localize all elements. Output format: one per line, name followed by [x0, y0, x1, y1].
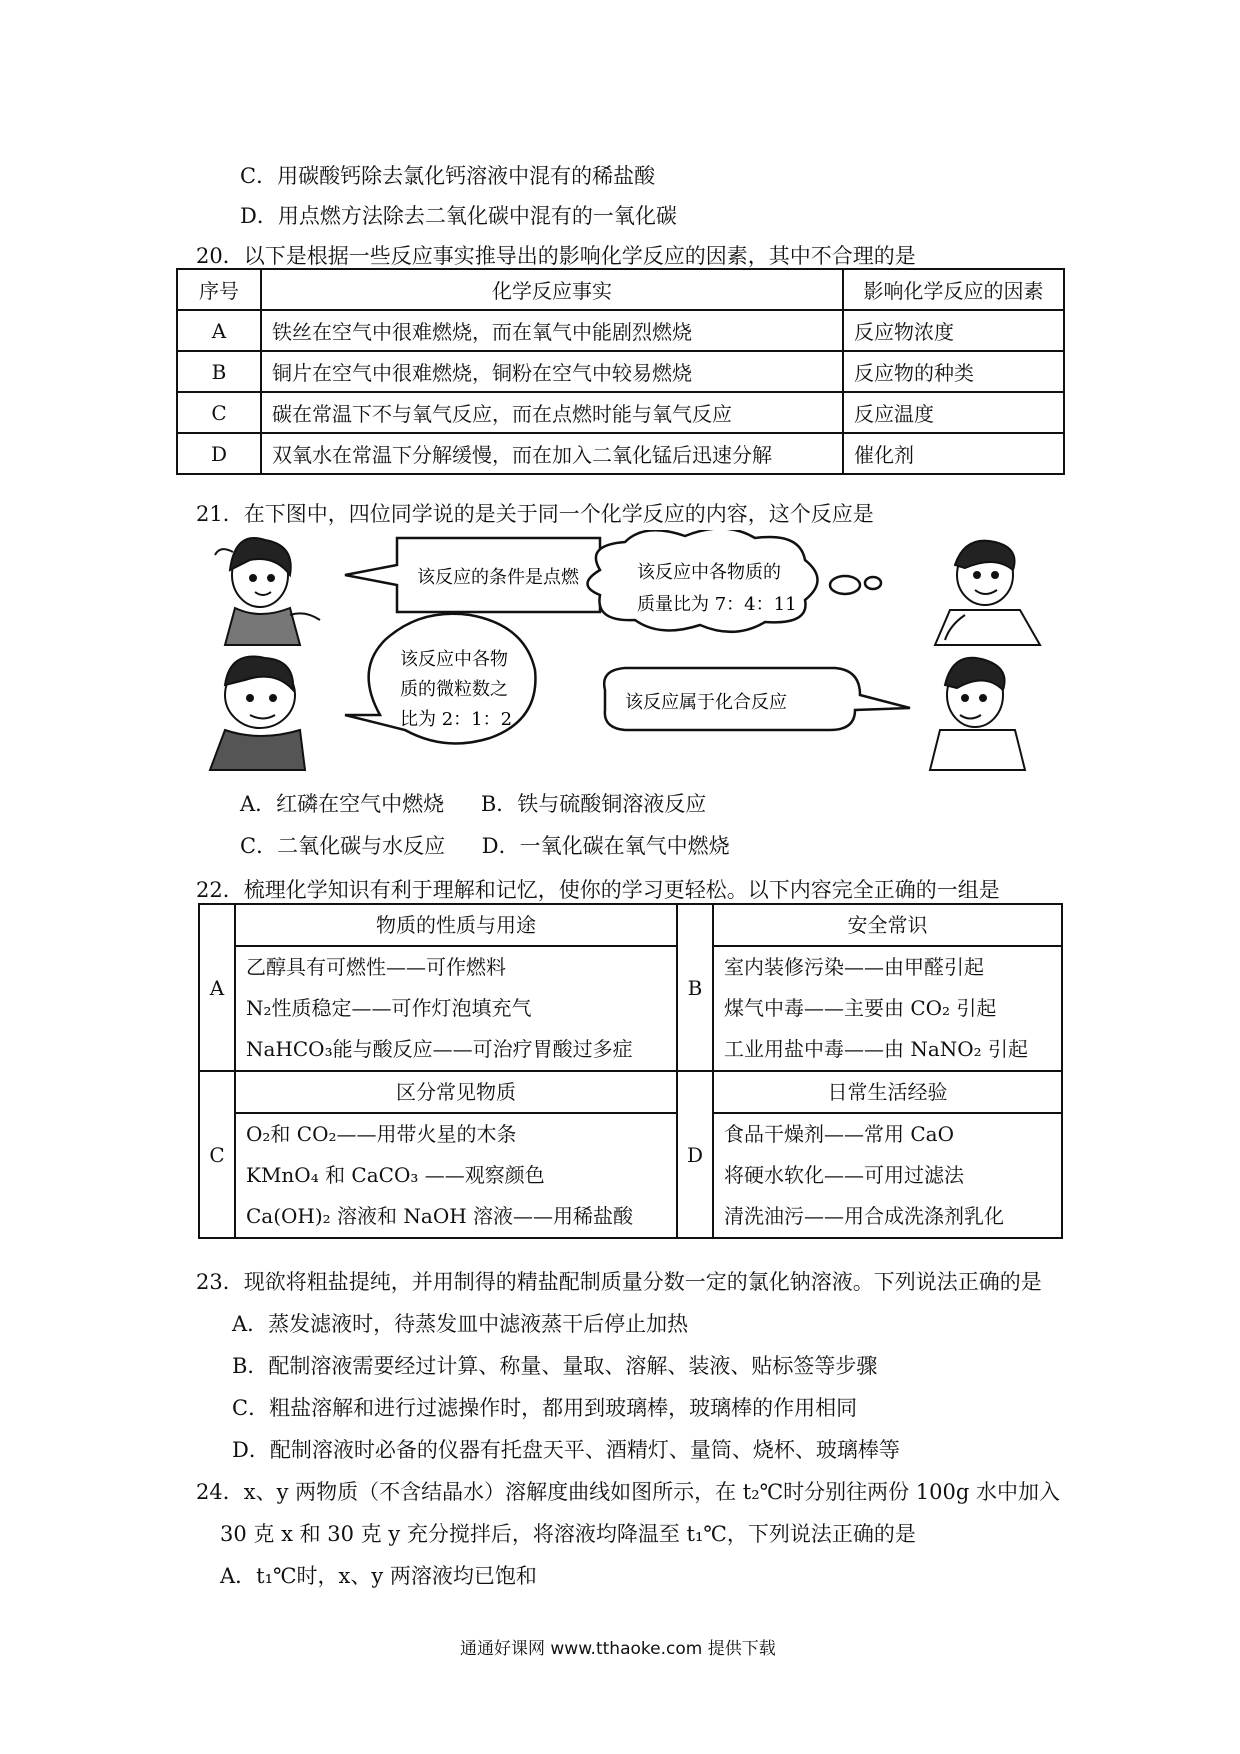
bubble-2-text-line2: 质量比为 7：4：11 [637, 594, 797, 615]
row-fact: 铁丝在空气中很难燃烧，而在氧气中能剧烈燃烧 [261, 310, 843, 351]
q19-option-d: D．用点燃方法除去二氧化碳中混有的一氧化碳 [240, 204, 677, 228]
option-a-line: N₂性质稳定——可作灯泡填充气 [246, 996, 532, 1020]
q20-stem: 20．以下是根据一些反应事实推导出的影响化学反应的因素，其中不合理的是 [196, 244, 916, 268]
q22-stem: 22．梳理化学知识有利于理解和记忆，使你的学习更轻松。以下内容完全正确的一组是 [196, 878, 1000, 902]
table-header-row [177, 269, 1064, 310]
option-d-line: 将硬水软化——可用过滤法 [724, 1163, 964, 1187]
q24-option-a: A．t₁℃时，x、y 两溶液均已饱和 [220, 1564, 537, 1588]
q21-option-c: C．二氧化碳与水反应 [240, 834, 446, 858]
option-b-title: 安全常识 [714, 905, 1061, 947]
teacher-student-icon [210, 657, 305, 770]
q21-option-d: D．一氧化碳在氧气中燃烧 [481, 834, 730, 858]
row-id: D [177, 433, 261, 474]
boy-student-icon [935, 541, 1040, 645]
option-a-line: NaHCO₃能与酸反应——可治疗胃酸过多症 [246, 1037, 633, 1061]
q24-line1: 24．x、y 两物质（不含结晶水）溶解度曲线如图所示，在 t₂℃时分别往两份 100g 水中加入 [196, 1480, 1061, 1504]
row-id: A [177, 310, 261, 351]
page-footer: 通通好课网 www.tthaoke.com 提供下载 [460, 1639, 776, 1659]
table-row [199, 904, 1062, 1071]
option-c-line: KMnO₄ 和 CaCO₃ ——观察颜色 [246, 1163, 545, 1187]
option-b-line: 工业用盐中毒——由 NaNO₂ 引起 [724, 1037, 1029, 1061]
row-fact: 碳在常温下不与氧气反应，而在点燃时能与氧气反应 [261, 392, 843, 433]
header-index: 序号 [177, 269, 261, 310]
option-b-line: 煤气中毒——主要由 CO₂ 引起 [724, 996, 997, 1020]
q21-stem: 21．在下图中，四位同学说的是关于同一个化学反应的内容，这个反应是 [196, 502, 874, 526]
option-c-line: O₂和 CO₂——用带火星的木条 [246, 1122, 517, 1146]
option-d-letter: D [677, 1071, 713, 1238]
row-factor: 反应物浓度 [843, 310, 1064, 351]
table-row [199, 1071, 1062, 1238]
row-factor: 反应温度 [843, 392, 1064, 433]
option-c-line: Ca(OH)₂ 溶液和 NaOH 溶液——用稀盐酸 [246, 1204, 634, 1228]
q24-line2: 30 克 x 和 30 克 y 充分搅拌后，将溶液均降温至 t₁℃，下列说法正确的是 [220, 1522, 916, 1546]
header-factor: 影响化学反应的因素 [843, 269, 1064, 310]
q23-stem: 23．现欲将粗盐提纯，并用制得的精盐配制质量分数一定的氯化钠溶液。下列说法正确的是 [196, 1270, 1042, 1294]
q23-option-d: D．配制溶液时必备的仪器有托盘天平、酒精灯、量筒、烧杯、玻璃棒等 [232, 1438, 900, 1462]
row-fact: 铜片在空气中很难燃烧，铜粉在空气中较易燃烧 [261, 351, 843, 392]
q20-table [176, 268, 1065, 475]
q23-option-a: A．蒸发滤液时，待蒸发皿中滤液蒸干后停止加热 [232, 1312, 689, 1336]
row-factor: 反应物的种类 [843, 351, 1064, 392]
option-a-title: 物质的性质与用途 [236, 905, 676, 947]
option-c-cell [235, 1071, 677, 1238]
bubble-2-text-line1: 该反应中各物质的 [637, 562, 781, 583]
option-c-title: 区分常见物质 [236, 1072, 676, 1114]
row-fact: 双氧水在常温下分解缓慢，而在加入二氧化锰后迅速分解 [261, 433, 843, 474]
q22-table [198, 903, 1063, 1239]
q21-option-b: B．铁与硫酸铜溶液反应 [480, 792, 707, 816]
bubble-4-text: 该反应属于化合反应 [625, 692, 787, 713]
option-b-cell [713, 904, 1062, 1071]
q21-options-line1 [240, 788, 706, 818]
option-d-line: 食品干燥剂——常用 CaO [724, 1122, 954, 1146]
table-row [177, 392, 1064, 433]
option-c-letter: C [199, 1071, 235, 1238]
q21-dialogue-figure [205, 530, 1095, 775]
option-d-title: 日常生活经验 [714, 1072, 1061, 1114]
q19-option-c: C．用碳酸钙除去氯化钙溶液中混有的稀盐酸 [240, 164, 656, 188]
q23-option-b: B．配制溶液需要经过计算、称量、量取、溶解、装液、贴标签等步骤 [232, 1354, 878, 1378]
header-fact: 化学反应事实 [261, 269, 843, 310]
q21-option-a: A．红磷在空气中燃烧 [240, 792, 445, 816]
table-row [177, 351, 1064, 392]
option-d-cell [713, 1071, 1062, 1238]
bubble-3-text-line3: 比为 2：1：2 [400, 709, 513, 730]
option-d-line: 清洗油污——用合成洗涤剂乳化 [724, 1204, 1004, 1228]
girl-student-icon [215, 538, 320, 645]
q21-options-line2 [240, 830, 730, 860]
bubble-3-text-line2: 质的微粒数之 [400, 679, 508, 700]
option-a-cell [235, 904, 677, 1071]
boy-student-2-icon [930, 658, 1025, 770]
bubble-3-text-line1: 该反应中各物 [400, 649, 508, 670]
row-factor: 催化剂 [843, 433, 1064, 474]
row-id: C [177, 392, 261, 433]
table-row [177, 433, 1064, 474]
option-a-line: 乙醇具有可燃性——可作燃料 [246, 955, 506, 979]
table-row [177, 310, 1064, 351]
q23-option-c: C．粗盐溶解和进行过滤操作时，都用到玻璃棒，玻璃棒的作用相同 [232, 1396, 858, 1420]
row-id: B [177, 351, 261, 392]
option-a-letter: A [199, 904, 235, 1071]
bubble-1-text: 该反应的条件是点燃 [417, 567, 579, 588]
option-b-letter: B [677, 904, 713, 1071]
option-b-line: 室内装修污染——由甲醛引起 [724, 955, 984, 979]
